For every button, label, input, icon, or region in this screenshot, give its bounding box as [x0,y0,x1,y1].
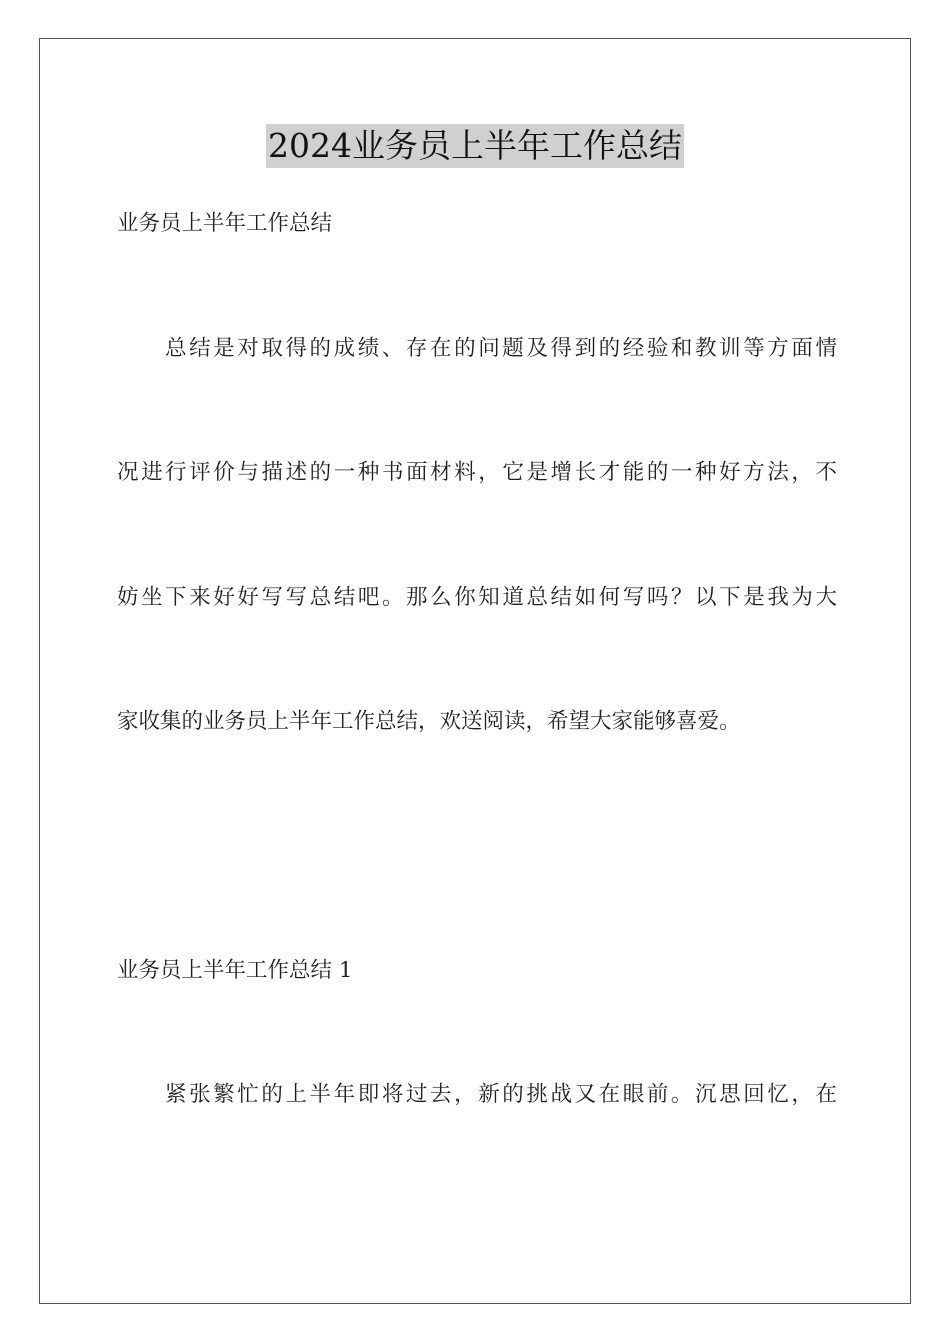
intro-line-3: 妨坐下来好好写写总结吧。那么你知道总结如何写吗？以下是我为大 [117,585,837,610]
document-subtitle: 业务员上半年工作总结 [117,211,333,236]
document-title: 2024业务员上半年工作总结 [266,124,684,168]
section-heading: 业务员上半年工作总结 1 [117,958,353,983]
intro-line-2: 况进行评价与描述的一种书面材料，它是增长才能的一种好方法，不 [117,460,837,485]
title-container [0,124,950,168]
intro-line-4: 家收集的业务员上半年工作总结，欢送阅读，希望大家能够喜爱。 [117,709,741,734]
section-line-1: 紧张繁忙的上半年即将过去，新的挑战又在眼前。沉思回忆，在 [165,1082,837,1107]
intro-line-1: 总结是对取得的成绩、存在的问题及得到的经验和教训等方面情 [165,336,837,361]
